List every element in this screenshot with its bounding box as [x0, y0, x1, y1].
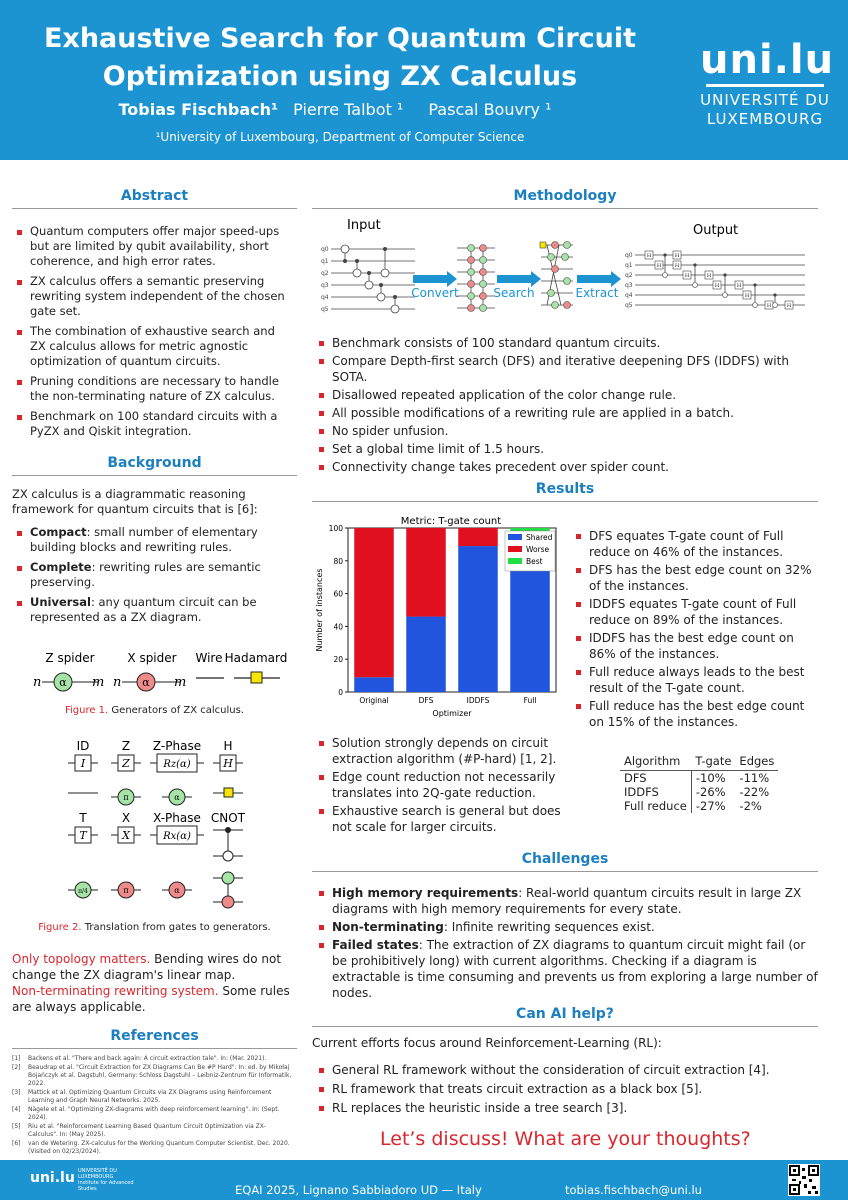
- pipeline-input-label: Input: [347, 218, 381, 233]
- x-tick-label: Full: [523, 696, 537, 705]
- results-table: [620, 752, 778, 813]
- poster-footer: [0, 1160, 848, 1200]
- background-item: [16, 595, 292, 625]
- university-logo: [700, 37, 835, 129]
- gate-h-symbol: H: [223, 757, 233, 770]
- results-discussion-item: Exhaustive search is general but does not scale for larger circuits.: [318, 803, 563, 835]
- qubit-label: q4: [321, 294, 329, 301]
- note-2-text: Some rules are always applicable.: [12, 984, 290, 1014]
- challenges-heading: Challenges: [521, 851, 609, 867]
- challenge-item: Non-terminating: Infinite rewriting sequences exist.: [318, 919, 818, 935]
- fig2-caption-label: Figure 2.: [38, 922, 82, 933]
- logo-line-2: LUXEMBOURG: [706, 110, 824, 128]
- author-2: Pierre Talbot ¹: [293, 100, 404, 119]
- fig1-n: n: [33, 675, 42, 690]
- arrow-icon: [497, 271, 541, 287]
- note-1-emphasis: Only topology matters.: [12, 952, 151, 966]
- output-gate-h: H: [706, 273, 712, 279]
- abstract-item: Quantum computers offer major speed-ups but are limited by qubit availability, short coherence, and high error rates.: [16, 224, 290, 269]
- y-tick-label: 0: [338, 688, 343, 697]
- output-gate-h: H: [684, 273, 690, 279]
- fig1-z-alpha: α: [59, 676, 67, 689]
- challenges-list: [318, 885, 818, 1003]
- output-gate-h: H: [736, 283, 742, 289]
- table-row: DFS -10% -11%: [620, 771, 778, 786]
- gate-z-label: Z: [121, 739, 131, 753]
- qubit-label: q0: [625, 252, 633, 259]
- gate-id-symbol: I: [80, 757, 86, 770]
- y-tick-label: 20: [333, 655, 343, 665]
- gate-cnot-label: CNOT: [210, 811, 246, 825]
- ai-item: RL replaces the heuristic inside a tree search [3].: [318, 1100, 818, 1116]
- fig1-m: m: [92, 675, 105, 690]
- qubit-label: q0: [321, 246, 329, 253]
- methodology-pipeline-figure: [315, 212, 820, 330]
- background-heading: Background: [107, 455, 202, 471]
- gate-id-label: ID: [76, 739, 90, 753]
- references-list: [12, 1055, 292, 1157]
- footer-logo: uni.lu: [30, 1170, 75, 1186]
- results-discussion-item: Edge count reduction not necessarily translates into 2Q-gate reduction.: [318, 769, 563, 801]
- y-tick-label: 60: [333, 589, 343, 599]
- methodology-item: Compare Depth-first search (DFS) and iterative deepening DFS (IDDFS) with SOTA.: [318, 353, 818, 385]
- contact-email[interactable]: tobias.fischbach@uni.lu: [565, 1183, 702, 1197]
- poster-title: [30, 20, 650, 96]
- results-rule: [312, 501, 818, 502]
- x-tick-label: Original: [359, 696, 389, 705]
- chart-y-axis-label: Number of instances: [315, 568, 324, 652]
- reference-item: [2] Beaudrap et al. "Circuit Extraction for ZX Diagrams Can Be #P Hard". In: ed. by Mikołaj Bojańczyk et al. Dagstuhl, Germany: Schloss Dagstuhl – Leibniz-Zentrum für Informatik, 2022.: [12, 1064, 292, 1087]
- background-list: [16, 525, 292, 630]
- bar-worse-original: [354, 528, 394, 677]
- figure-1-generators: [20, 648, 300, 696]
- figure-2-translation: [50, 730, 270, 918]
- cnot-x-spider-icon: [222, 896, 234, 908]
- qubit-label: q2: [321, 270, 329, 277]
- results-item: DFS has the best edge count on 32% of the instances.: [575, 562, 823, 594]
- legend-label-worse: Worse: [526, 545, 550, 554]
- gate-z-symbol: Z: [122, 757, 130, 770]
- spider-t: π/4: [78, 888, 88, 895]
- methodology-item: No spider unfusion.: [318, 423, 818, 439]
- results-discussion-item: Solution strongly depends on circuit extraction algorithm (#P-hard) [1, 2].: [318, 735, 563, 767]
- ai-intro: Current efforts focus around Reinforcement-Learning (RL):: [312, 1036, 662, 1050]
- qubit-label: q5: [321, 306, 329, 313]
- note-1-text: Bending wires do not change the ZX diagram's linear map.: [12, 952, 282, 982]
- reference-item: [1] Backens et al. "There and back again: A circuit extraction tale". In: (Mar. 2021).: [12, 1055, 267, 1062]
- figure-1-caption: [12, 705, 297, 716]
- results-findings: [575, 528, 823, 732]
- reference-item: [4] Nägele et al. "Optimizing ZX-diagrams with deep reinforcement learning". In: (Sept. 2024).: [12, 1106, 280, 1121]
- spider-z-pi: π: [123, 793, 129, 802]
- bar-worse-iddfs: [458, 528, 498, 546]
- table-row: IDDFS -26% -22%: [620, 785, 778, 799]
- ai-item: RL framework that treats circuit extraction as a black box [5].: [318, 1081, 818, 1097]
- challenge-item: Failed states: The extraction of ZX diagrams to quantum circuit might fail (or be prohibitively long) with current algorithms. Checking if a diagram is extractable is time consuming and prevents us from exploring a large number of nodes.: [318, 937, 818, 1001]
- gate-t-symbol: T: [79, 829, 87, 842]
- table-header: T-gate: [691, 752, 735, 771]
- author-3: Pascal Bouvry ¹: [428, 100, 552, 119]
- methodology-item: Connectivity change takes precedent over spider count.: [318, 459, 818, 475]
- table-row: Full reduce -27% -2%: [620, 799, 778, 813]
- term-compact: Compact: [30, 525, 87, 539]
- desc-compact: : small number of elementary building blocks and rewriting rules.: [30, 525, 258, 554]
- reference-item: [5] Riu et al. "Reinforcement Learning Based Quantum Circuit Optimization via ZX-Calculus". In: (May 2025).: [12, 1123, 266, 1138]
- output-gate-h: H: [674, 263, 680, 269]
- challenges-rule: [312, 871, 818, 872]
- spider-x-pi: π: [123, 886, 129, 895]
- gate-t-label: T: [79, 811, 87, 825]
- results-item: DFS equates T-gate count of Full reduce on 46% of the instances.: [575, 528, 823, 560]
- figure-2-caption: [12, 922, 297, 933]
- affiliation: ¹University of Luxembourg, Department of Computer Science: [155, 130, 525, 144]
- arrow-icon: [577, 271, 621, 287]
- qubit-label: q1: [321, 258, 329, 265]
- y-tick-label: 40: [333, 622, 343, 632]
- output-gate-h: H: [786, 303, 792, 309]
- logo-line-1: UNIVERSITÉ DU: [700, 91, 830, 109]
- gate-x-label: X: [121, 811, 131, 825]
- background-item: [16, 525, 292, 555]
- table-header: Edges: [735, 752, 778, 771]
- results-item: Full reduce has the best edge count on 15% of the instances.: [575, 698, 823, 730]
- ai-heading: Can AI help?: [516, 1006, 614, 1022]
- methodology-rule: [312, 208, 818, 209]
- desc-universal: : any quantum circuit can be represented as a ZX diagram.: [30, 595, 257, 624]
- gate-zphase-label: Z-Phase: [152, 739, 202, 753]
- output-gate-h: H: [656, 263, 662, 269]
- bar-worse-dfs: [406, 528, 446, 617]
- spider-x-alpha: α: [174, 886, 180, 895]
- qubit-label: q3: [321, 282, 329, 289]
- fig1-caption-label: Figure 1.: [64, 705, 109, 716]
- methodology-item: Disallowed repeated application of the color change rule.: [318, 387, 818, 403]
- discussion-prompt: Let’s discuss! What are your thoughts?: [380, 1128, 751, 1150]
- legend-label-shared: Shared: [526, 533, 553, 542]
- tgate-stacked-bar-chart: [312, 508, 567, 720]
- term-complete: Complete: [30, 560, 92, 574]
- references-heading: References: [110, 1028, 199, 1044]
- fig1-m2: m: [174, 675, 187, 690]
- output-gate-h: H: [714, 283, 720, 289]
- y-tick-label: 80: [333, 556, 343, 566]
- qubit-label: q5: [625, 302, 633, 309]
- results-item: Full reduce always leads to the best result of the T-gate count.: [575, 664, 823, 696]
- footer-logo-subtitle: UNIVERSITÉ DU LUXEMBOURG Institute for Advanced Studies: [78, 1168, 134, 1192]
- gate-h-label: H: [223, 739, 233, 753]
- abstract-item: ZX calculus offers a semantic preserving rewriting system independent of the chosen gate set.: [16, 274, 290, 319]
- results-discussion: [318, 735, 563, 837]
- fig2-caption-text: Translation from gates to generators.: [81, 922, 271, 933]
- ai-list: [318, 1062, 818, 1119]
- fig1-x-alpha: α: [142, 676, 150, 689]
- abstract-body: [16, 224, 290, 444]
- qubit-label: q1: [625, 262, 633, 269]
- bar-shared-iddfs: [458, 546, 498, 692]
- note-2-emphasis: Non-terminating rewriting system.: [12, 984, 219, 998]
- legend-swatch-best: [508, 558, 522, 564]
- hadamard-box-icon: [251, 672, 262, 683]
- methodology-item: Benchmark consists of 100 standard quantum circuits.: [318, 335, 818, 351]
- abstract-rule: [12, 208, 297, 209]
- legend-label-best: Best: [526, 557, 543, 566]
- gate-zphase-symbol: Rz(α): [163, 759, 191, 770]
- pipeline-step-convert: Convert: [411, 286, 459, 300]
- background-intro: ZX calculus is a diagrammatic reasoning framework for quantum circuits that is [6]:: [12, 487, 258, 516]
- y-tick-label: 100: [328, 524, 343, 533]
- abstract-item: Pruning conditions are necessary to handle the non-terminating nature of ZX calculus.: [16, 374, 290, 404]
- legend-swatch-worse: [508, 546, 522, 552]
- bar-shared-dfs: [406, 617, 446, 692]
- reference-item: [3] Mattick et al. Optimizing Quantum Circuits via ZX Diagrams using Reinforcement Learning and Graph Neural Networks. 2025.: [12, 1089, 272, 1104]
- legend-swatch-shared: [508, 534, 522, 540]
- table-header: Algorithm: [620, 752, 691, 771]
- term-universal: Universal: [30, 595, 91, 609]
- output-gate-h: H: [744, 293, 750, 299]
- arrow-icon: [413, 271, 457, 287]
- output-gate-h: H: [766, 303, 772, 309]
- results-heading: Results: [535, 481, 595, 497]
- desc-complete: : rewriting rules are semantic preserving.: [30, 560, 261, 589]
- challenge-item: High memory requirements: Real-world quantum circuits result in large ZX diagrams with high memory requirements for every state.: [318, 885, 818, 917]
- conference-info: EQAI 2025, Lignano Sabbiadoro UD — Italy: [235, 1183, 482, 1197]
- cnot-control-icon: [225, 827, 231, 833]
- results-item: IDDFS equates T-gate count of Full reduce on 89% of the instances.: [575, 596, 823, 628]
- qubit-label: q4: [625, 292, 633, 299]
- qubit-label: q3: [625, 282, 633, 289]
- author-1: Tobias Fischbach¹: [118, 100, 279, 119]
- pipeline-step-search: Search: [493, 286, 535, 300]
- x-tick-label: IDDFS: [466, 696, 490, 705]
- reference-item: [6] van de Wetering. ZX-calculus for the Working Quantum Computer Scientist. Dec. 2020. (Visited on 02/23/2024).: [12, 1140, 290, 1155]
- table-header-row: [620, 752, 778, 771]
- abstract-heading: Abstract: [120, 188, 189, 204]
- cnot-target-icon: [223, 851, 233, 861]
- gate-xphase-symbol: Rx(α): [163, 831, 191, 842]
- logo-mark: uni.lu: [700, 37, 835, 83]
- abstract-item: Benchmark on 100 standard circuits with a PyZX and Qiskit integration.: [16, 409, 290, 439]
- background-rule: [12, 475, 297, 476]
- gate-xphase-label: X-Phase: [153, 811, 201, 825]
- pipeline-step-extract: Extract: [575, 286, 619, 300]
- fig1-n2: n: [113, 675, 122, 690]
- results-item: IDDFS has the best edge count on 86% of the instances.: [575, 630, 823, 662]
- methodology-item: All possible modifications of a rewriting rule are applied in a batch.: [318, 405, 818, 421]
- cnot-z-spider-icon: [222, 872, 234, 884]
- qr-code-icon[interactable]: [788, 1164, 820, 1196]
- logo-underline: [706, 84, 824, 87]
- fig1-wire-label: Wire: [195, 651, 223, 665]
- output-gate-h: H: [674, 253, 680, 259]
- references-rule: [12, 1048, 297, 1049]
- pipeline-output-label: Output: [693, 223, 739, 238]
- poster-header: [0, 0, 848, 160]
- fig1-caption-text: Generators of ZX calculus.: [108, 705, 245, 716]
- ai-item: General RL framework without the consideration of circuit extraction [4].: [318, 1062, 818, 1078]
- authors: [30, 100, 650, 119]
- topology-note: [12, 951, 294, 1015]
- fig1-hadamard-label: Hadamard: [224, 651, 288, 665]
- methodology-heading: Methodology: [513, 188, 617, 204]
- methodology-item: Set a global time limit of 1.5 hours.: [318, 441, 818, 457]
- bar-shared-original: [354, 677, 394, 692]
- fig1-x-label: X spider: [127, 651, 177, 665]
- background-item: [16, 560, 292, 590]
- ai-rule: [312, 1026, 818, 1027]
- title-line-2: Optimization using ZX Calculus: [102, 61, 578, 92]
- title-line-1: Exhaustive Search for Quantum Circuit: [43, 23, 637, 54]
- h-box-icon: [224, 788, 233, 797]
- qubit-label: q2: [625, 272, 633, 279]
- chart-x-axis-label: Optimizer: [432, 709, 472, 718]
- output-gate-h: H: [646, 253, 652, 259]
- spider-z-alpha: α: [174, 793, 180, 802]
- abstract-item: The combination of exhaustive search and ZX calculus allows for metric agnostic optimization of quantum circuits.: [16, 324, 290, 369]
- chart-title: Metric: T-gate count: [400, 516, 502, 527]
- methodology-list: [318, 335, 818, 477]
- x-tick-label: DFS: [418, 696, 434, 705]
- gate-x-symbol: X: [122, 829, 130, 842]
- fig1-z-label: Z spider: [45, 651, 95, 665]
